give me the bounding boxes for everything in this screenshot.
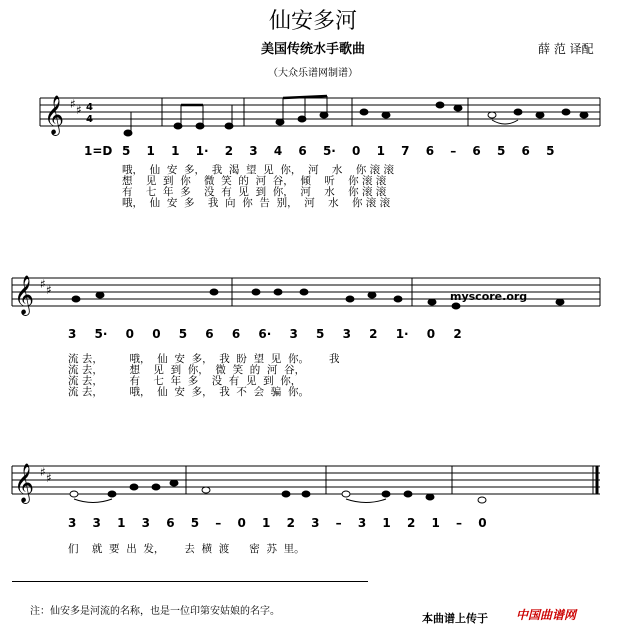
upload-text: 本曲谱上传于: [422, 612, 488, 625]
lyrics-line-1-verse-3: 有 七 年 多 没 有 见 到 你， 河 水 你 滚 滚: [122, 186, 387, 198]
lyrics-line-1-verse-1: 哦， 仙 安 多， 我 渴 望 见 你， 河 水 你 滚 滚: [122, 164, 394, 176]
svg-text:♯: ♯: [46, 283, 52, 297]
site-logo[interactable]: 中国曲谱网: [516, 608, 577, 622]
svg-text:♯: ♯: [40, 277, 46, 291]
treble-clef-icon: 𝄞: [14, 275, 35, 315]
lyrics-line-2-verse-3: 流 去， 有 七 年 多 没 有 见 到 你，: [68, 375, 302, 387]
staff-line-3: [0, 456, 626, 516]
lyrics-line-2-verse-1: 流 去， 哦， 仙 安 多， 我 盼 望 见 你。 我: [68, 353, 340, 365]
key-signature-label: 1=D: [84, 144, 113, 158]
lyrics-line-2-verse-2: 流 去， 想 见 到 你， 微 笑 的 河 谷，: [68, 364, 306, 376]
jianpu-line-3: 3 3 1 3 6 5 – 0 1 2 3 – 3 1 2 1 – 0: [68, 516, 487, 530]
svg-text:♯: ♯: [40, 465, 46, 479]
watermark: myscore.org: [450, 290, 528, 303]
svg-text:♯: ♯: [76, 103, 82, 117]
staff-line-1: [0, 88, 626, 148]
treble-clef-icon: 𝄞: [14, 463, 35, 503]
arranger-credit: 薛 范 译配: [538, 42, 594, 56]
lyrics-line-3-verse-1: 们 就 要 出 发， 去 横 渡 密 苏 里。: [68, 543, 305, 555]
lyrics-line-2-verse-4: 流 去， 哦， 仙 安 多， 我 不 会 骗 你。: [68, 386, 309, 398]
score-maker-credit: （大众乐谱网制谱）: [268, 68, 358, 79]
svg-text:♯: ♯: [70, 97, 76, 111]
treble-clef-icon: 𝄞: [44, 95, 65, 135]
svg-text:♯: ♯: [46, 471, 52, 485]
lyrics-line-1-verse-2: 想 见 到 你 微 笑 的 河 谷， 倾 听 你 滚 滚: [122, 175, 387, 187]
svg-text:4: 4: [86, 114, 93, 125]
lyrics-line-1-verse-4: 哦， 仙 安 多 我 向 你 告 别， 河 水 你 滚 滚: [122, 197, 391, 209]
svg-text:4: 4: [86, 102, 93, 113]
footnote: 注：仙安多是河流的名称，也是一位印第安姑娘的名字。: [30, 606, 280, 617]
jianpu-line-1: 5 1 1 1· 2 3 4 6 5· 0 1 7 6 – 6 5 6 5: [122, 144, 555, 158]
jianpu-line-2: 3 5· 0 0 5 6 6 6· 3 5 3 2 1· 0 2: [68, 327, 462, 341]
footnote-divider: [12, 581, 368, 582]
staff-line-2: [0, 268, 626, 328]
song-subtitle: 美国传统水手歌曲: [260, 42, 365, 57]
song-title: 仙安多河: [268, 9, 357, 34]
